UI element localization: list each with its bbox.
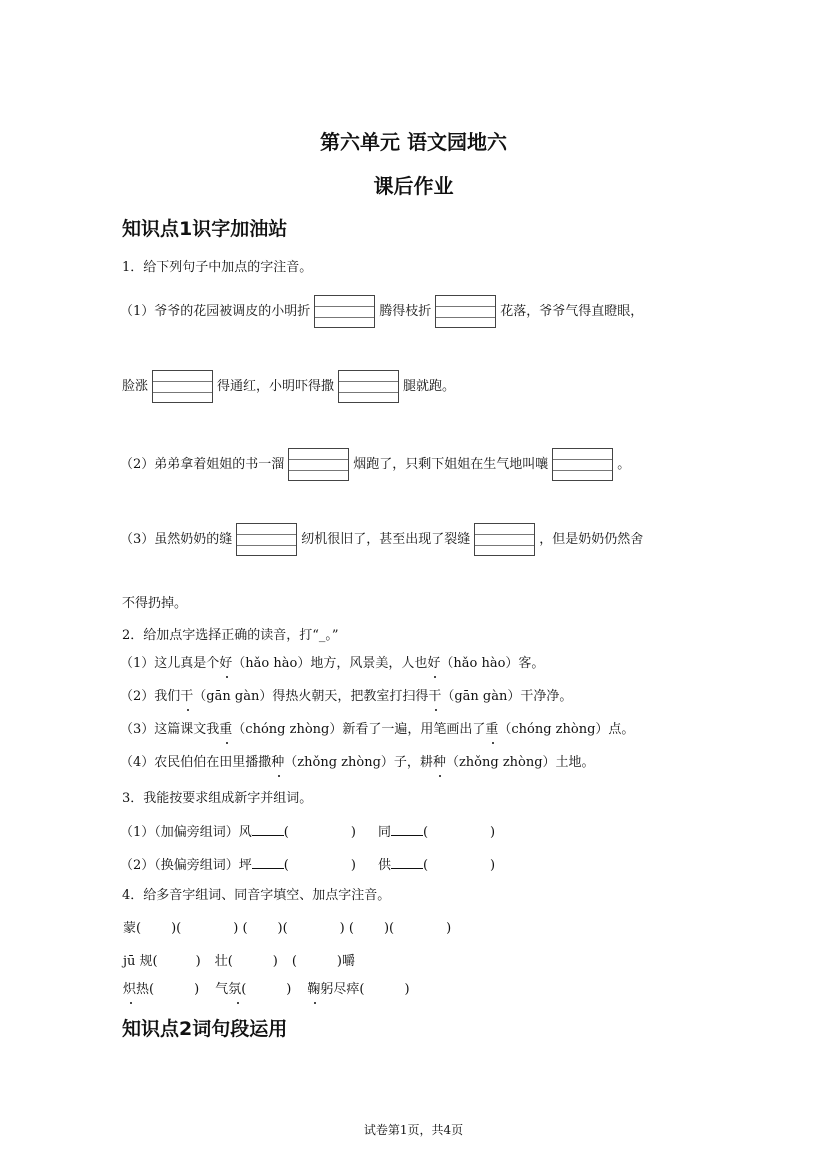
pinyin-box[interactable] bbox=[552, 448, 613, 481]
text: ) ( bbox=[233, 921, 248, 936]
text: （hǎo hào）地方，风景美，人也 bbox=[232, 656, 428, 671]
text: )( bbox=[171, 921, 182, 936]
q1-part3-cont: 不得扔掉。 bbox=[122, 596, 188, 611]
text: 热( bbox=[136, 982, 155, 997]
text: （3）这篇课文我 bbox=[120, 722, 220, 737]
dotted-char: 干 bbox=[180, 687, 193, 707]
dotted-char: 种 bbox=[271, 753, 284, 773]
pinyin-box[interactable] bbox=[288, 448, 349, 481]
dotted-char: 氛( bbox=[228, 980, 246, 1000]
text: （2）（换偏旁组词）坪 bbox=[120, 858, 252, 873]
text: jū 规( bbox=[123, 954, 158, 969]
q1-part3 bbox=[120, 523, 643, 556]
q1-part2 bbox=[120, 448, 630, 481]
text: （3）虽然奶奶的缝 bbox=[120, 532, 233, 547]
q1-stem: 1．给下列句子中加点的字注音。 bbox=[122, 260, 313, 275]
page-footer: 试卷第1页，共4页 bbox=[363, 1123, 464, 1137]
section-heading-2: 知识点2词句段运用 bbox=[122, 1018, 288, 1040]
text: 烟跑了，只剩下姐姐在生气地叫嚷 bbox=[353, 457, 549, 472]
q2-item bbox=[120, 654, 544, 674]
q4-stem: 4．给多音字组词、同音字填空、加点字注音。 bbox=[122, 888, 391, 903]
q4-row-2 bbox=[123, 952, 355, 972]
dotted-char: 重 bbox=[219, 720, 232, 740]
text: 花落，爷爷气得直瞪眼， bbox=[500, 304, 644, 319]
dotted-char: 好 bbox=[219, 654, 232, 674]
blank-line[interactable] bbox=[391, 821, 423, 836]
q3-row-2 bbox=[120, 854, 495, 876]
text: （1）（加偏旁组词）风 bbox=[120, 825, 252, 840]
text: ( bbox=[283, 825, 289, 840]
text: （hǎo hào）客。 bbox=[440, 656, 545, 671]
text: ) bbox=[195, 954, 201, 969]
q4-row-1 bbox=[123, 919, 451, 939]
q3-stem: 3．我能按要求组成新字并组词。 bbox=[122, 791, 313, 806]
page-subtitle: 课后作业 bbox=[373, 174, 454, 198]
text: 躬尽瘁( bbox=[320, 982, 365, 997]
dotted-char: 鞠 bbox=[307, 980, 320, 1000]
text: （gān gàn）干净净。 bbox=[441, 689, 573, 704]
text: （chóng zhòng）新看了一遍，用笔画出了 bbox=[232, 722, 486, 737]
text: 腾得枝折 bbox=[379, 304, 432, 319]
text: （chóng zhòng）点。 bbox=[498, 722, 635, 737]
dotted-char: 干 bbox=[428, 687, 441, 707]
text: （4）农民伯伯在田里播撒 bbox=[120, 755, 272, 770]
q1-part1-cont bbox=[122, 370, 455, 403]
text: ) bbox=[194, 982, 200, 997]
text: 。 bbox=[617, 457, 631, 472]
text: （gān gàn）得热火朝天，把教室打扫得 bbox=[193, 689, 429, 704]
text: ) bbox=[272, 954, 278, 969]
text: ( bbox=[291, 954, 297, 969]
q1-part1 bbox=[120, 295, 643, 328]
text: （zhǒng zhòng）子，耕 bbox=[284, 755, 433, 770]
text: )( bbox=[277, 921, 288, 936]
text: 气 bbox=[215, 982, 229, 997]
text: ( bbox=[422, 858, 429, 873]
text: ) bbox=[350, 858, 356, 873]
pinyin-box[interactable] bbox=[236, 523, 297, 556]
q2-stem: 2．给加点字选择正确的读音，打“_。” bbox=[122, 628, 339, 643]
text: ) bbox=[404, 982, 410, 997]
q2-item bbox=[120, 687, 572, 707]
text: 供 bbox=[377, 858, 391, 873]
pinyin-box[interactable] bbox=[435, 295, 496, 328]
text: 得通红，小明吓得撒 bbox=[217, 379, 335, 394]
text: 蒙( bbox=[123, 921, 142, 936]
text: （2）我们 bbox=[120, 689, 181, 704]
text: )嚼 bbox=[336, 954, 355, 969]
dotted-char: 重 bbox=[485, 720, 498, 740]
text: 同 bbox=[377, 825, 391, 840]
text: 腿就跑。 bbox=[403, 379, 456, 394]
pinyin-box[interactable] bbox=[152, 370, 213, 403]
dotted-char: 种 bbox=[433, 753, 446, 773]
text: 壮( bbox=[214, 954, 233, 969]
dotted-char: 炽 bbox=[123, 980, 136, 1000]
text: （1）这儿真是个 bbox=[120, 656, 220, 671]
pinyin-box[interactable] bbox=[338, 370, 399, 403]
text: （1）爷爷的花园被调皮的小明折 bbox=[120, 304, 311, 319]
page-title: 第六单元 语文园地六 bbox=[320, 130, 507, 154]
blank-line[interactable] bbox=[252, 821, 284, 836]
q4-row-3 bbox=[123, 980, 410, 1000]
dotted-char: 好 bbox=[427, 654, 440, 674]
pinyin-box[interactable] bbox=[314, 295, 375, 328]
text: ) bbox=[446, 921, 452, 936]
text: （zhǒng zhòng）土地。 bbox=[445, 755, 595, 770]
text: ) bbox=[490, 825, 496, 840]
pinyin-box[interactable] bbox=[474, 523, 535, 556]
text: ，但是奶奶仍然舍 bbox=[539, 532, 644, 547]
q3-row-1 bbox=[120, 821, 495, 843]
q2-item bbox=[120, 720, 634, 740]
text: （2）弟弟拿着姐姐的书一溜 bbox=[120, 457, 285, 472]
blank-line[interactable] bbox=[252, 854, 284, 869]
text: ( bbox=[283, 858, 289, 873]
section-heading-1: 知识点1识字加油站 bbox=[122, 218, 288, 240]
text: ( bbox=[422, 825, 429, 840]
text: 脸涨 bbox=[122, 379, 149, 394]
text: ) bbox=[286, 982, 292, 997]
blank-line[interactable] bbox=[391, 854, 423, 869]
text: ) ( bbox=[339, 921, 354, 936]
text: ) bbox=[490, 858, 496, 873]
text: 纫机很旧了，甚至出现了裂缝 bbox=[301, 532, 471, 547]
q2-item bbox=[120, 753, 595, 773]
text: ) bbox=[350, 825, 356, 840]
text: )( bbox=[383, 921, 395, 936]
